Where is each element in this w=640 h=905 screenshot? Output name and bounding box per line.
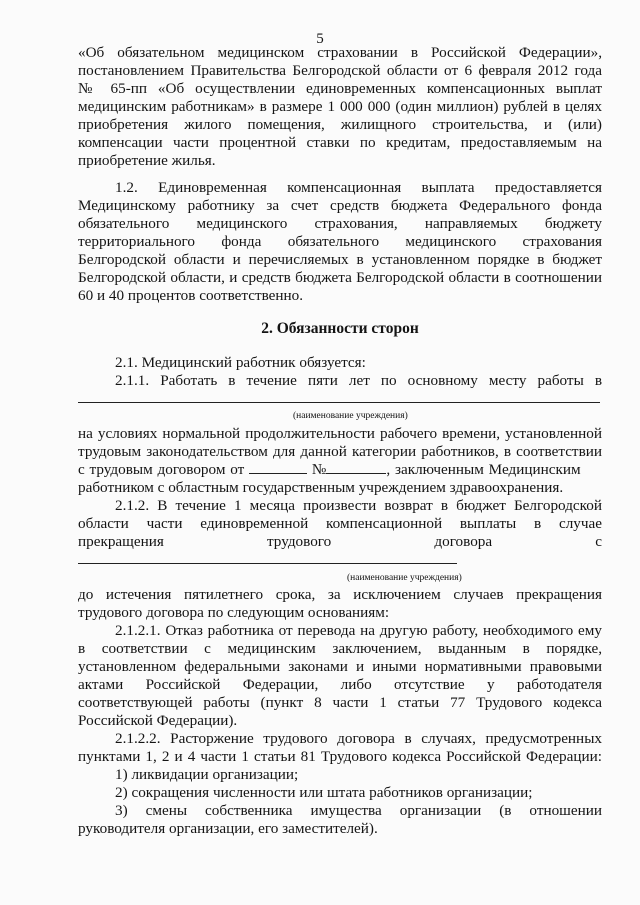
text-fragment: №	[311, 461, 327, 478]
text-line: Белгородской области и перечисляемых в установленном порядке в бюджет	[78, 251, 602, 268]
list-item: 3) смены собственника имущества организации (в отношении	[115, 802, 602, 819]
text-line: на условиях нормальной продолжительности рабочего времени, установленной	[78, 425, 602, 442]
text-fragment: с трудовым договором от	[78, 461, 245, 478]
text-line: Белгородской области, и средств бюджета Белгородской области в соотношении	[78, 269, 602, 286]
text-line: приобретение жилья.	[78, 152, 216, 169]
paragraph-2-1-2-start: 2.1.2. В течение 1 месяца произвести возврат в бюджет Белгородской	[115, 497, 602, 514]
text-line: медицинским работникам» в размере 1 000 000 (один миллион) рублей в целях	[78, 98, 602, 115]
text-line: Медицинскому работнику за счет средств бюджета Федерального фонда	[78, 197, 602, 214]
institution-caption: (наименование учреждения)	[347, 573, 462, 583]
text-line: в соответствии с медицинским заключением, выданным в порядке,	[78, 640, 602, 657]
text-line: обязательного медицинского страхования, направляемых бюджету	[78, 215, 602, 232]
page-number: 5	[316, 31, 324, 47]
text-line: установленном федеральными законами и иными нормативными правовыми	[78, 658, 602, 675]
section-heading: 2. Обязанности сторон	[261, 320, 419, 337]
text-line: компенсации части процентной ставки по кредитам, предоставляемым на	[78, 134, 602, 151]
text-line: соответствующей работы (пункт 8 части 1 статьи 77 Трудового кодекса	[78, 694, 602, 711]
paragraph-2-1-2-2-start: 2.1.2.2. Расторжение трудового договора в случаях, предусмотренных	[115, 730, 602, 747]
text-line: работником с областным государственным учреждением здравоохранения.	[78, 479, 564, 496]
institution-blank-line	[78, 563, 457, 564]
text-line: Российской Федерации).	[78, 712, 238, 729]
text-line: трудовым законодательством для данной категории работников, в соответствии	[78, 443, 602, 460]
list-item: 2) сокращения численности или штата работников организации;	[115, 784, 533, 801]
text-line: постановлением Правительства Белгородской области от 6 февраля 2012 года	[78, 62, 602, 79]
text-line: трудового договора по следующим основаниям:	[78, 604, 390, 621]
list-item: 1) ликвидации организации;	[115, 766, 299, 783]
paragraph-1-2-start: 1.2. Единовременная компенсационная выплата предоставляется	[115, 179, 602, 196]
text-line: руководителя организации, его заместителей).	[78, 820, 378, 837]
text-line: № 65-пп «Об осуществлении единовременных компенсационных выплат	[78, 80, 602, 97]
text-line: прекращения трудового договора с	[78, 533, 602, 550]
text-line: до истечения пятилетнего срока, за исключением случаев прекращения	[78, 586, 602, 603]
institution-blank-line	[78, 402, 600, 403]
paragraph-2-1: 2.1. Медицинский работник обязуется:	[115, 354, 366, 371]
text-line: 60 и 40 процентов соответственно.	[78, 287, 304, 304]
text-line: приобретения жилого помещения, жилищного строительства, и (или)	[78, 116, 602, 133]
text-line: пунктами 1, 2 и 4 части 1 статьи 81 Трудового кодекса Российской Федерации:	[78, 748, 602, 765]
text-line: области части единовременной компенсационной выплаты в случае	[78, 515, 602, 532]
text-fragment: , заключенным Медицинским	[386, 461, 581, 478]
paragraph-2-1-1-start: 2.1.1. Работать в течение пяти лет по основному месту работы в	[115, 372, 602, 389]
text-line: территориального фонда обязательного медицинского страхования	[78, 233, 602, 250]
paragraph-2-1-2-1-start: 2.1.2.1. Отказ работника от перевода на другую работу, необходимого ему	[115, 622, 602, 639]
contract-date-blank	[249, 461, 307, 474]
text-line: актами Российской Федерации, либо отсутствие у работодателя	[78, 676, 602, 693]
text-line: «Об обязательном медицинском страховании в Российской Федерации»,	[78, 44, 602, 61]
contract-date-number-line	[78, 461, 602, 479]
institution-caption: (наименование учреждения)	[293, 411, 408, 421]
contract-number-blank	[326, 461, 386, 474]
